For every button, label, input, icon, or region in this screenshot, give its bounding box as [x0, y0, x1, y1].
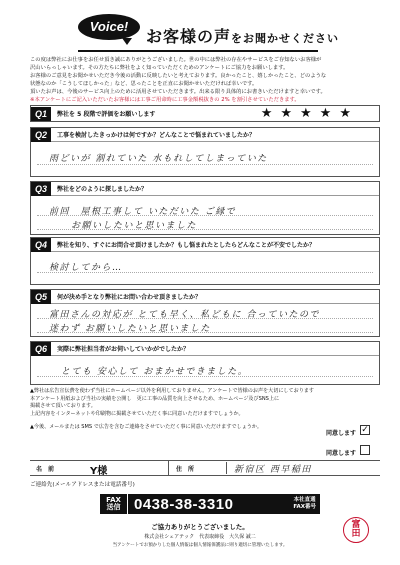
fax-label	[100, 494, 128, 514]
q1-tag: Q1	[31, 107, 51, 121]
question-4	[30, 237, 380, 285]
question-6	[30, 341, 380, 385]
notes-line: 本アンケート用紙および当社の実績を公開し 更に工事の品質を向上させるため、ホームページ及びSNS上に	[30, 395, 280, 402]
fax-label-bottom: 送信	[106, 503, 121, 511]
question-5	[30, 289, 380, 337]
q3-text: 弊社をどのように探しましたか？	[57, 186, 148, 193]
q2-answer[interactable]: 雨どいが 割れていた 水もれしてしまっていた	[49, 154, 268, 164]
name-address-row	[30, 460, 380, 476]
contact-label: ご連絡先(メールアドレスまたは電話番号)	[30, 482, 135, 488]
intro-line: 頂いたお声は、今後のサービス向上のために活用させていただきます。出来る限り具体的にお書きいただけますと幸いです。	[30, 89, 326, 95]
intro-text	[30, 56, 375, 104]
name-label: 名 前	[36, 466, 55, 473]
title-part-c: をお聞かせください	[231, 32, 340, 45]
question-3	[30, 181, 380, 235]
intro-line: お客様のご意見をお聞かせいただき今後の活動に反映したいと考えております。良かったこと、嬉しかったこと、どのような	[30, 73, 327, 79]
q6-answer[interactable]: とても 安心して おまかせできました。	[61, 367, 249, 377]
notes-line: ▲今後、メールまたは SMS で広告を含むご連絡をさせていただく事に同意いただけますでしょうか。	[30, 424, 263, 431]
company-line: 株式会社シェアテック 代表取締役 大久保 誠二	[144, 534, 256, 540]
q6-tag: Q6	[31, 342, 51, 356]
page-title	[146, 24, 339, 47]
title-underline	[78, 50, 318, 52]
notes-line: 上記内容をインターネットや印刷物に掲載させていただく事に同意いただけますでしょうか。	[30, 410, 244, 417]
fax-number: 0438-38-3310	[134, 495, 234, 513]
q5-text: 何が決め手となり弊社にお問い合わせ頂きましたか？	[57, 294, 202, 301]
fax-label-top: FAX	[106, 496, 121, 504]
agree-label-2: 同意します	[326, 450, 357, 457]
intro-line: この度は弊社にお仕事をお任せ頂き誠にありがとうございました。世の中には弊社の存在やサービスをご存知ないお客様が	[30, 57, 322, 63]
thanks-text: ご協力ありがとうございました。	[151, 523, 249, 531]
title-part-b: 声	[214, 27, 232, 46]
fax-bar	[100, 494, 320, 514]
stamp-char-2: 田	[351, 529, 361, 539]
stamp-char-1: 富	[351, 520, 361, 530]
privacy-line: 当アンケートでお預かりした個人情報は個人情報保護法に則り適切に管理いたします。	[112, 543, 288, 548]
q2-text: 工事を検討したきっかけは何ですか？どんなことで悩まれていましたか？	[57, 132, 256, 139]
fax-side-label	[293, 497, 316, 511]
q5-answer-line1[interactable]: 富田さんの対応が とても早く、私どもに 合っていたので	[49, 310, 321, 320]
q6-text: 実際に弊社担当者がお伺いしていかがでしたか？	[57, 346, 190, 353]
agree-label-1: 同意します	[326, 430, 357, 437]
q3-tag: Q3	[31, 182, 51, 196]
seal-stamp	[343, 517, 369, 543]
q5-tag: Q5	[31, 290, 51, 304]
discount-note: ※本アンケートにご記入いただいたお客様には工事ご用命時に工事金額税抜きの 2% を割引させていただきます。	[30, 97, 300, 103]
address-label: 住 所	[176, 466, 195, 473]
q4-answer[interactable]: 検討してから…	[49, 263, 123, 273]
q1-text: 弊社を 5 段階で評価をお願いします	[57, 111, 156, 118]
notes-line: 掲載させて頂いております。	[30, 403, 96, 410]
q4-text: 弊社を知り、すぐにお問合せ頂けましたか？もし悩まれたとしたらどんなことが不安でしたか？	[57, 242, 316, 249]
intro-line: 状態なのか「こうしてほしかった」など、思ったことを正直にお聞かせいただければ幸いです。	[30, 81, 258, 87]
consent-notes	[30, 388, 375, 432]
rating-stars[interactable]: ★★★★★	[260, 106, 359, 121]
title-part-a: お客様の	[146, 27, 215, 46]
agree-checkbox-1[interactable]: ✓	[361, 425, 369, 435]
voice-badge: Voice!	[78, 14, 140, 40]
q4-tag: Q4	[31, 238, 51, 252]
q5-answer-line2[interactable]: 迷わず お願いしたいと思いました	[49, 324, 211, 334]
fax-side-bottom: FAX番号	[293, 504, 316, 510]
name-value[interactable]: Y様	[90, 466, 108, 477]
intro-line: 沢山いらっしゃいます。その方たちに弊社をよく知っていただくためのアンケートにご協力をお願いします。	[30, 65, 289, 71]
q2-tag: Q2	[31, 128, 51, 142]
question-2	[30, 127, 380, 177]
q3-answer-line2[interactable]: お願いしたいと思いました	[71, 221, 198, 231]
header	[0, 6, 400, 46]
q3-answer-line1[interactable]: 前回 屋根工事して いただいた ご縁で	[49, 207, 237, 217]
address-value[interactable]: 新宿区 西早稲田	[234, 465, 312, 475]
fax-side-top: 本社直通	[293, 497, 316, 503]
agree-checkbox-2[interactable]	[360, 445, 370, 455]
notes-line: ▲弊社は広告宣伝費を使わず当社にホームページ以外を利用しておりません。アンケートで皆様のお声を大切にしております	[30, 388, 314, 394]
question-1	[30, 105, 380, 122]
